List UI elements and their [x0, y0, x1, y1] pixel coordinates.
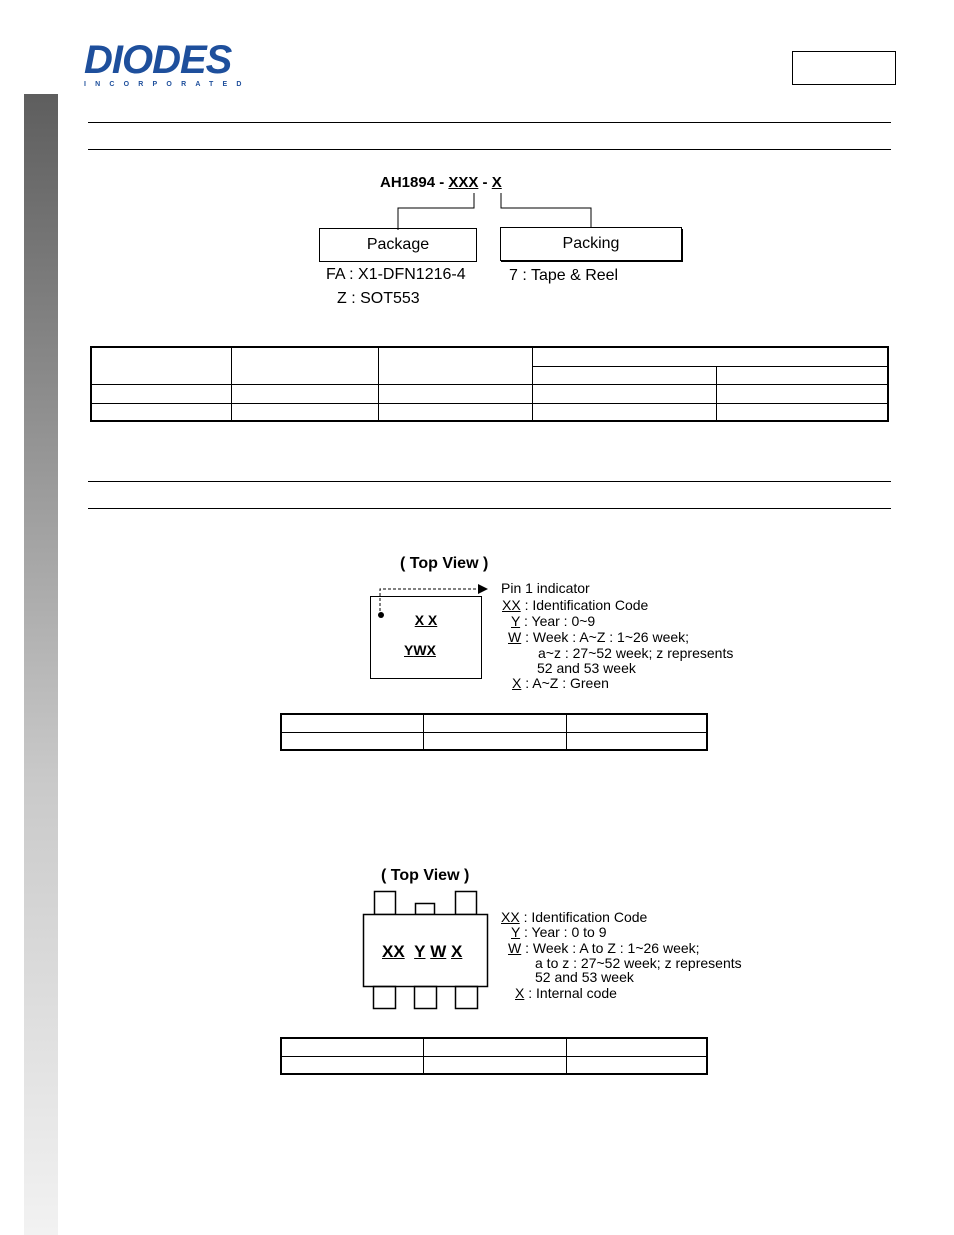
legend-desc: : Year : 0 to 9	[520, 924, 607, 940]
top-view-title-2: ( Top View )	[381, 867, 470, 884]
part-separator: -	[478, 174, 492, 191]
legend-desc: : Identification Code	[519, 909, 648, 925]
legend1-y	[511, 614, 595, 629]
table-cell	[533, 366, 717, 384]
legend2-x	[515, 986, 617, 1001]
legend1-w-line2: a~z : 27~52 week; z represents	[538, 645, 734, 661]
section-rule-top-2	[88, 481, 891, 482]
legend1-xx	[502, 598, 648, 613]
legend-desc: : Week : A to Z : 1~26 week;	[521, 940, 700, 956]
table-cell	[533, 384, 717, 403]
chip1-w: W	[413, 642, 427, 658]
legend2-w	[508, 941, 700, 956]
table-cell	[717, 384, 889, 403]
marking-table-1	[280, 713, 708, 751]
table-cell	[424, 1038, 567, 1056]
table-cell	[533, 347, 889, 366]
package-option-fa: FA : X1-DFN1216-4	[326, 266, 466, 283]
table-cell	[232, 347, 379, 384]
table-cell	[91, 384, 232, 403]
chip1-y: Y	[404, 642, 414, 658]
chip2-y: Y	[414, 942, 426, 961]
ordering-connectors	[0, 0, 954, 320]
table-cell	[424, 1056, 567, 1074]
table-cell	[232, 384, 379, 403]
chip1-x: X	[426, 642, 436, 658]
table-cell	[281, 1038, 424, 1056]
chip1-line2	[404, 642, 436, 658]
table-cell	[281, 732, 424, 750]
marking-table-2	[280, 1037, 708, 1075]
packing-box-label: Packing	[562, 235, 620, 252]
legend-desc: : Year : 0~9	[520, 613, 596, 629]
part-suffix: X	[491, 174, 502, 191]
legend-key: Y	[511, 613, 521, 629]
legend-desc: : Internal code	[524, 985, 617, 1001]
chip2-marking	[382, 942, 462, 962]
packing-option-7: 7 : Tape & Reel	[509, 267, 619, 284]
table-cell	[379, 347, 533, 384]
legend1-x	[512, 676, 609, 691]
table-cell	[567, 732, 708, 750]
chip2-w: W	[430, 942, 447, 961]
legend-desc: : Week : A~Z : 1~26 week;	[521, 629, 690, 645]
legend2-y	[511, 925, 607, 940]
ordering-table	[90, 346, 889, 422]
chip2-x: X	[451, 942, 463, 961]
table-cell	[379, 403, 533, 421]
legend-desc: : Identification Code	[520, 597, 649, 613]
table-cell	[91, 347, 232, 384]
legend-key: X	[515, 985, 525, 1001]
chip1-line1: X X	[414, 612, 438, 628]
table-cell	[281, 1056, 424, 1074]
legend-key: X	[512, 675, 522, 691]
legend2-w-line3: 52 and 53 week	[535, 969, 634, 985]
package-option-z: Z : SOT553	[337, 290, 420, 307]
table-cell	[281, 714, 424, 732]
legend2-xx	[501, 910, 647, 925]
table-cell	[232, 403, 379, 421]
dfn-package-drawing	[360, 578, 500, 682]
legend-key: W	[508, 629, 522, 645]
chip2-xx: XX	[382, 942, 405, 961]
package-box-label: Package	[366, 236, 430, 253]
legend-key: W	[508, 940, 522, 956]
legend2-w-line2: a to z : 27~52 week; z represents	[535, 955, 742, 971]
legend-key: Y	[511, 924, 521, 940]
table-cell	[567, 1056, 708, 1074]
table-cell	[717, 366, 889, 384]
part-code: XXX	[448, 174, 479, 191]
table-cell	[717, 403, 889, 421]
section-rule-bottom-2	[88, 508, 891, 509]
legend1-w	[508, 630, 689, 645]
table-cell	[91, 403, 232, 421]
pin1-label: Pin 1 indicator	[501, 580, 590, 596]
legend-key: XX	[501, 909, 520, 925]
table-cell	[567, 1038, 708, 1056]
table-cell	[567, 714, 708, 732]
table-cell	[424, 714, 567, 732]
legend1-w-line3: 52 and 53 week	[537, 660, 636, 676]
legend-desc: : A~Z : Green	[521, 675, 609, 691]
legend-key: XX	[502, 597, 521, 613]
top-view-title-1: ( Top View )	[400, 555, 489, 572]
part-prefix: AH1894 -	[380, 174, 449, 191]
table-cell	[533, 403, 717, 421]
table-cell	[379, 384, 533, 403]
logo-subtext: INCORPORATED	[84, 81, 251, 88]
table-cell	[424, 732, 567, 750]
logo-text: DIODES	[84, 38, 232, 82]
